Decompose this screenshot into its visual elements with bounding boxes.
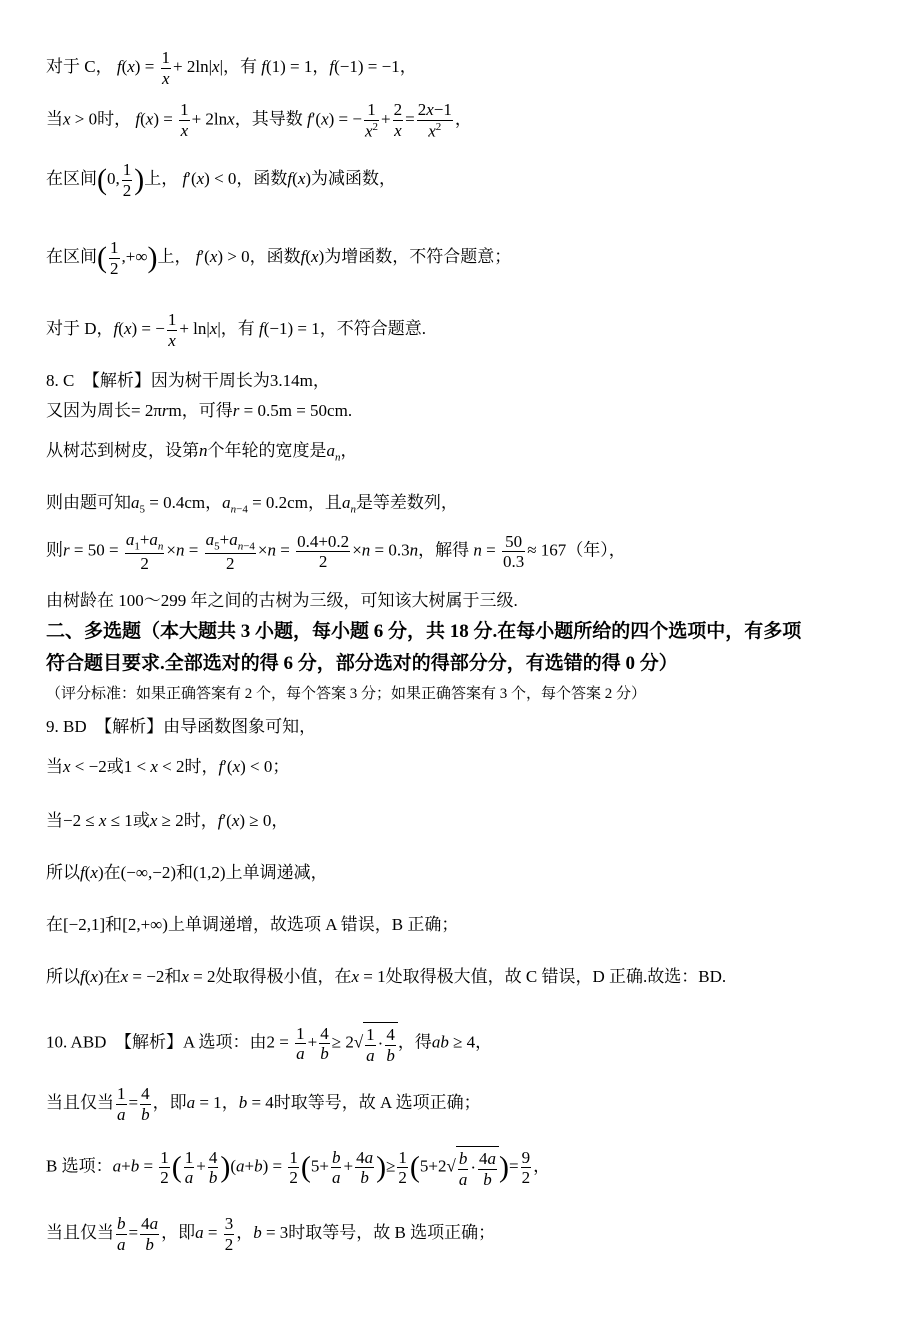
line-q10-a-equality: 当且仅当 $\frac{1}{a}$ = $\frac{4}{b}$ ，即a = 1，b = 4时取等号，故 A 选项正确；: [46, 1084, 481, 1124]
line-c-decreasing: 在区间(0, $\frac{1}{2}$ )上， f′(x) < 0，函数f(x)为减函数，: [46, 160, 397, 200]
line-q9-decreasing: 所以f(x)在(−∞,−2)和(1,2)上单调递减，: [46, 863, 328, 882]
line-q10-a: 10. ABD 【解析】A 选项：由2 = $\frac{1}{a}$ + $\frac{4}{b}$ ≥ 2√ $\frac{1}{a}$ · $\frac{4}{b}$ ，得ab ≥ 4，: [46, 1023, 493, 1065]
line-q9-nonnegative: 当−2 ≤ x ≤ 1或x ≥ 2时，f′(x) ≥ 0，: [46, 811, 289, 830]
line-q8-given: 则由题可知$a_5 = 0.4cm$，$a_{n-4} = 0.2cm$，且$a_n$是等差数列，: [46, 493, 458, 516]
line-q8-intro: 8. C 【解析】因为树干周长为3.14m，: [46, 371, 330, 390]
line-q8-ring-width: 从树芯到树皮，设第n个年轮的宽度是$a_n$，: [46, 441, 358, 464]
section-heading-line1: 二、多选题（本大题共 3 小题，每小题 6 分，共 18 分.在每小题所给的四个选项中，有多项: [46, 621, 802, 642]
line-q9-negative: 当x < −2或1 < x < 2时，f′(x) < 0；: [46, 757, 290, 776]
line-q8-conclusion: 由树龄在 100～299 年之间的古树为三级，可知该大树属于三级.: [46, 591, 518, 610]
line-c-function: 对于 C， f(x) = $\frac{1}{x}$ + 2ln|x|，有 f(1) = 1，f(−1) = −1，: [46, 48, 417, 88]
line-q8-solve: 则r = 50 = $\frac{a_1+a_n}{2}$ ×n = $\frac{a_5+a_{n-4}}{2}$ ×n = $\frac{0.4+0.2}{2}$ ×n = 0.3n，解得 n = $\frac{50}{0.3}$ ≈ 167（年），: [46, 530, 626, 574]
line-q8-perimeter: 又因为周长= 2πrm，可得r = 0.5m = 50cm.: [46, 401, 353, 420]
line-c-increasing: 在区间( $\frac{1}{2}$ ,+∞)上， f′(x) > 0，函数f(x)为增函数，不符合题意；: [46, 238, 512, 278]
line-q10-b-equality: 当且仅当 $\frac{b}{a}$ = $\frac{4a}{b}$ ，即a = $\frac{3}{2}$ ，b = 3时取等号，故 B 选项正确；: [46, 1214, 496, 1254]
line-q9-extrema: 所以f(x)在x = −2和x = 2处取得极小值，在x = 1处取得极大值，故 C 错误，D 正确.故选：BD.: [46, 967, 727, 986]
line-c-derivative: 当x > 0时， f(x) = $\frac{1}{x}$ + 2lnx，其导数 f′(x) = − $\frac{1}{x^2}$ + $\frac{2}{x}$ = $\frac{2x-1}{x^2}$ ，: [46, 100, 472, 141]
line-d-function: 对于 D，f(x) = − $\frac{1}{x}$ + ln|x|，有 f(−1) = 1，不符合题意.: [46, 310, 426, 350]
line-q10-b: B 选项：a+b = $\frac{1}{2}$ ( $\frac{1}{a}$ + $\frac{4}{b}$ )(a+b) = $\frac{1}{2}$ (5+ $\frac{b}{a}$ + $\frac{4a}{b}$ )≥ $\frac{1}{2}$ (5+2√ $\frac{b}{a}$ · $\frac{4a}{b}$ )= $\frac{9}{2}$ ，: [46, 1147, 551, 1189]
scoring-note: （评分标准：如果正确答案有 2 个，每个答案 3 分；如果正确答案有 3 个，每个答案 2 分）: [46, 686, 647, 702]
section-heading-line2: 符合题目要求.全部选对的得 6 分，部分选对的得部分分，有选错的得 0 分）: [46, 653, 678, 674]
line-q9-increasing: 在[−2,1]和[2,+∞)上单调递增，故选项 A 错误，B 正确；: [46, 915, 459, 934]
line-q9-intro: 9. BD 【解析】由导函数图象可知，: [46, 717, 317, 736]
